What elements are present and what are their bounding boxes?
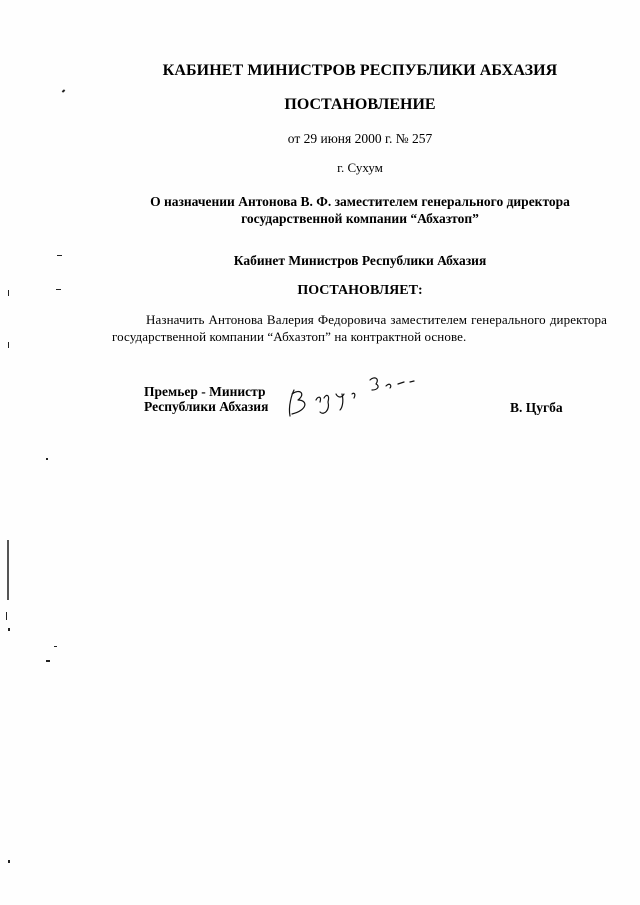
handwritten-signature xyxy=(286,372,426,422)
signatory-title-line-2: Республики Абхазия xyxy=(144,399,269,414)
scan-mark xyxy=(46,458,48,460)
scan-mark xyxy=(8,342,9,348)
resolution-paragraph: Назначить Антонова Валерия Федоровича заместителем генерального директора государственной компании “Абхазтоп” на контрактной основе. xyxy=(112,312,607,344)
scan-mark xyxy=(8,290,9,296)
date-and-number: от 29 июня 2000 г. № 257 xyxy=(287,131,433,146)
organization-heading: КАБИНЕТ МИНИСТРОВ РЕСПУБЛИКИ АБХАЗИЯ xyxy=(162,62,558,79)
resolves-heading: ПОСТАНОВЛЯЕТ: xyxy=(297,283,423,298)
city: г. Сухум xyxy=(337,160,383,175)
scan-mark xyxy=(6,612,7,620)
document-type-heading: ПОСТАНОВЛЕНИЕ xyxy=(284,96,436,113)
signatory-name: В. Цугба xyxy=(510,400,563,415)
scan-mark xyxy=(57,255,62,256)
scan-mark xyxy=(8,628,10,631)
scan-mark xyxy=(62,89,66,92)
issuer: Кабинет Министров Республики Абхазия xyxy=(233,253,487,268)
scan-mark xyxy=(46,660,50,662)
subject-heading xyxy=(0,193,640,227)
signatory-title xyxy=(144,384,268,414)
subject-line-2: государственной компании “Абхазтоп” xyxy=(241,211,479,226)
scan-edge-mark xyxy=(7,540,9,600)
scan-mark xyxy=(8,860,10,863)
scan-mark xyxy=(56,289,61,290)
subject-line-1: О назначении Антонова В. Ф. заместителем генерального директора xyxy=(150,194,570,209)
signatory-title-line-1: Премьер - Министр xyxy=(144,384,266,399)
scan-mark xyxy=(54,646,57,647)
